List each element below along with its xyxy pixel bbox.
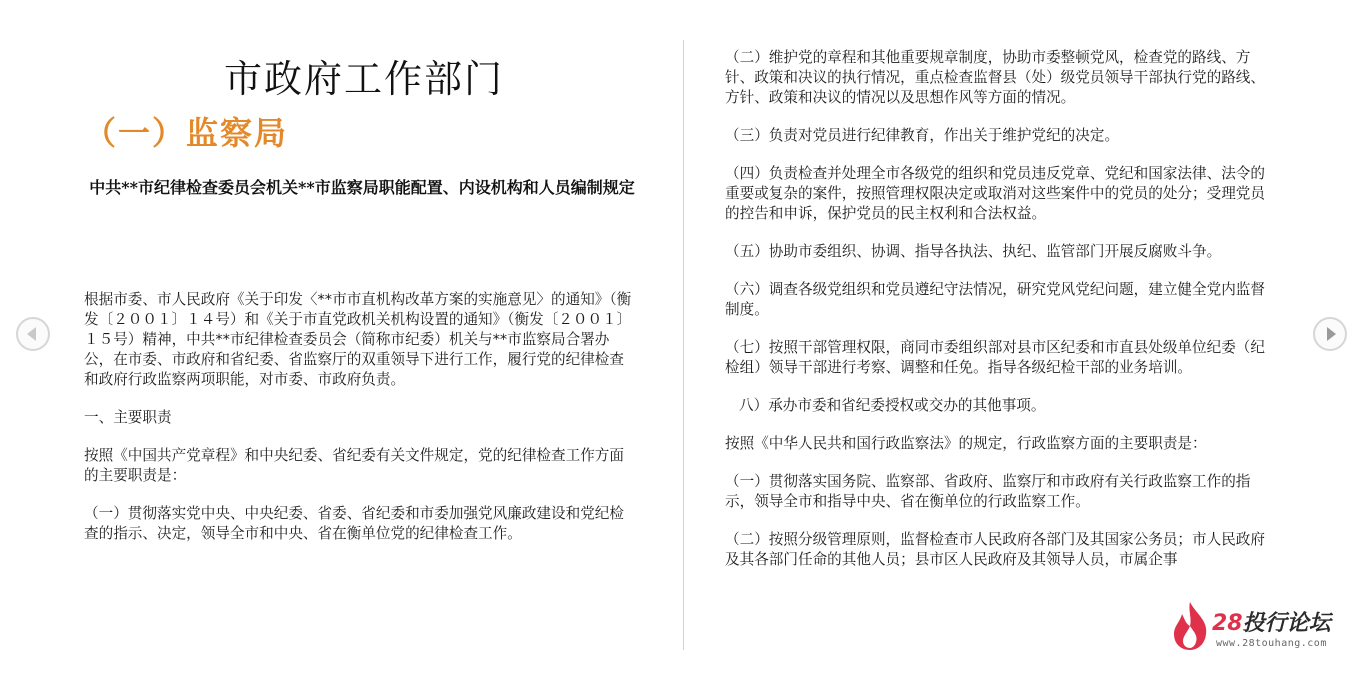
right-page: [685, 0, 1305, 674]
left-page: [64, 0, 684, 674]
previous-page-button[interactable]: [16, 317, 50, 351]
right-page-body: [725, 48, 1277, 588]
paragraph: （二）维护党的章程和其他重要规章制度，协助市委整顿党风，检查党的路线、方针、政策和决议的执行情况，重点检查监督县（处）级党员领导干部执行党的路线、方针、政策和决议的情况以及思想作风等方面的情况。: [725, 49, 1265, 106]
paragraph: （五）协助市委组织、协调、指导各执法、执纪、监管部门开展反腐败斗争。: [725, 243, 1222, 260]
next-page-button[interactable]: [1313, 317, 1347, 351]
paragraph: （七）按照干部管理权限，商同市委组织部对县市区纪委和市直县处级单位纪委（纪检组）领导干部进行考察、调整和任免。指导各级纪检干部的业务培训。: [725, 339, 1265, 376]
paragraph: （一）贯彻落实党中央、中央纪委、省委、省纪委和市委加强党风廉政建设和党纪检查的指示、决定，领导全市和中央、省在衡单位党的纪律检查工作。: [84, 505, 624, 542]
page-divider: [683, 40, 684, 650]
watermark-title: [1212, 606, 1331, 637]
paragraph: （六）调查各级党组织和党员遵纪守法情况，研究党风党纪问题，建立健全党内监督制度。: [725, 281, 1265, 318]
chevron-left-icon: [18, 319, 48, 349]
document-heading: 中共**市纪律检查委员会机关**市监察局职能配置、内设机构和人员编制规定: [89, 178, 635, 197]
watermark-number: 28: [1212, 611, 1243, 636]
site-watermark: [1168, 598, 1348, 660]
paragraph: （一）贯彻落实国务院、监察部、省政府、监察厅和市政府有关行政监察工作的指示，领导全市和指导中央、省在衡单位的行政监察工作。: [725, 473, 1251, 510]
paragraph: 按照《中华人民共和国行政监察法》的规定，行政监察方面的主要职责是：: [725, 435, 1207, 452]
watermark-url: www.28touhang.com: [1216, 638, 1327, 649]
paragraph: 根据市委、市人民政府《关于印发〈**市市直机构改革方案的实施意见〉的通知》（衡发〔２００１〕１４号）和《关于市直党政机关机构设置的通知》（衡发〔２００１〕１５号）精神，中共**市纪律检查委员会（简称市纪委）机关与**市监察局合署办公，在市委、市政府和省纪委、省监察厅的双重领导下进行工作，履行党的纪律检查和政府行政监察两项职能，对市委、市政府负责。: [84, 291, 632, 388]
chevron-right-icon: [1315, 319, 1345, 349]
left-page-body: [84, 290, 636, 562]
paragraph: （四）负责检查并处理全市各级党的组织和党员违反党章、党纪和国家法律、法令的重要或复杂的案件，按照管理权限决定或取消对这些案件中的党员的处分；受理党员的控告和申诉，保护党员的民主权利和合法权益。: [725, 165, 1265, 222]
watermark-name: 投行论坛: [1242, 611, 1331, 636]
paragraph: （二）按照分级管理原则，监督检查市人民政府各部门及其国家公务员；市人民政府及其各部门任命的其他人员；县市区人民政府及其领导人员，市属企事: [725, 531, 1265, 568]
main-title: 市政府工作部门: [223, 57, 504, 101]
flame-logo-icon: [1170, 600, 1210, 652]
paragraph: （三）负责对党员进行纪律教育，作出关于维护党纪的决定。: [725, 127, 1120, 144]
section-title: （一）监察局: [84, 114, 289, 152]
paragraph: 八）承办市委和省纪委授权或交办的其他事项。: [739, 397, 1046, 414]
paragraph: 按照《中国共产党章程》和中央纪委、省纪委有关文件规定，党的纪律检查工作方面的主要职责是：: [84, 447, 624, 484]
paragraph: 一、主要职责: [84, 409, 172, 426]
